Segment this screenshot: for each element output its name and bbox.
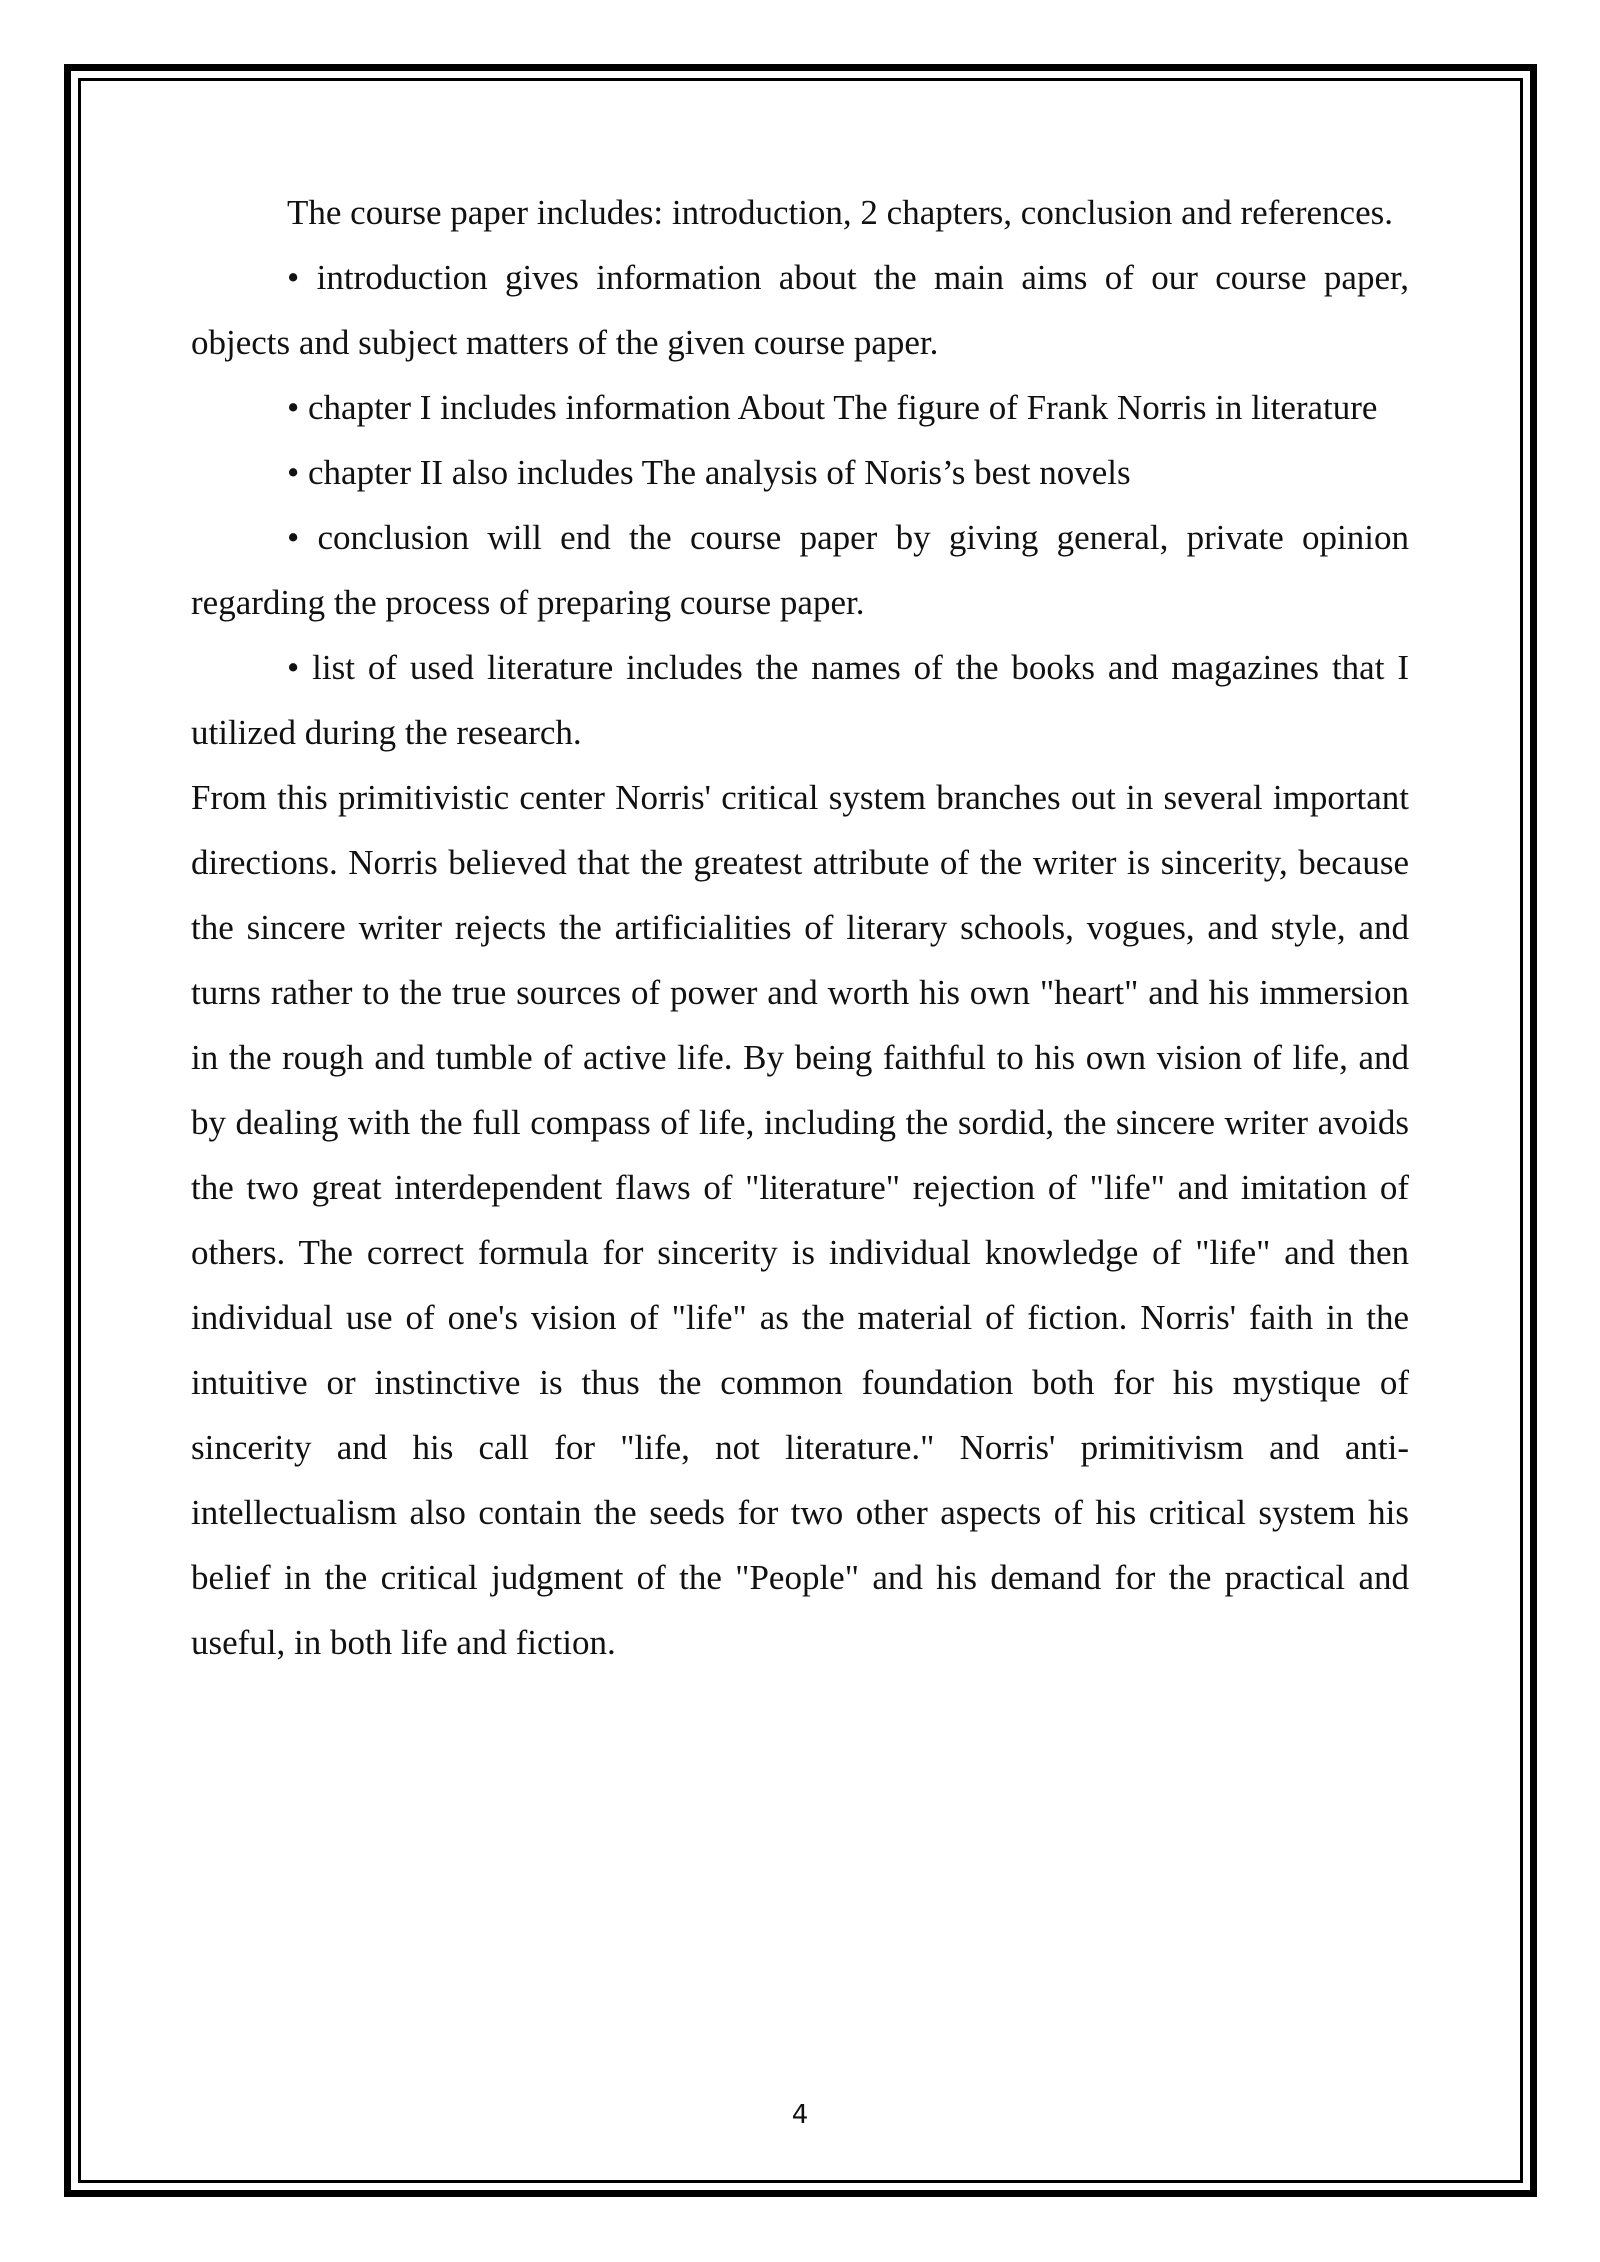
bullet-literature-list: • list of used literature includes the names of the books and magazines that I utilized during the research. (191, 648, 1409, 752)
body-paragraph: From this primitivistic center Norris' critical system branches out in several important directions. Norris believed that the greatest attribute of the writer is sincerity, because the sincere writer rejects the artificialities of literary schools, vogues, and style, and turns rather to the true sources of power and worth his own "heart" and his immersion in the rough and tumble of active life. By being faithful to his own vision of life, and by dealing with the full compass of life, including the sordid, the sincere writer avoids the two great interdependent flaws of "literature" rejection of "life" and imitation of others. The correct formula for sincerity is individual knowledge of "life" and then individual use of one's vision of "life" as the material of fiction. Norris' faith in the intuitive or instinctive is thus the common foundation both for his mystique of sincerity and his call for "life, not literature." Norris' primitivism and anti-intellectualism also contain the seeds for two other aspects of his critical system his belief in the critical judgment of the "People" and his demand for the practical and useful, in both life and fiction. (191, 778, 1409, 1662)
bullet-conclusion: • conclusion will end the course paper by giving general, private opinion regarding the process of preparing course paper. (191, 518, 1409, 622)
page-number: 4 (791, 2100, 809, 2130)
bullet-introduction: • introduction gives information about the main aims of our course paper, objects and subject matters of the given course paper. (191, 258, 1409, 362)
bullet-chapter-two: • chapter II also includes The analysis of Noris’s best novels (287, 453, 1131, 492)
page-content (191, 180, 1409, 1675)
intro-paragraph: The course paper includes: introduction, 2 chapters, conclusion and references. (287, 193, 1393, 232)
bullet-chapter-one: • chapter I includes information About The figure of Frank Norris in literature (287, 388, 1378, 427)
